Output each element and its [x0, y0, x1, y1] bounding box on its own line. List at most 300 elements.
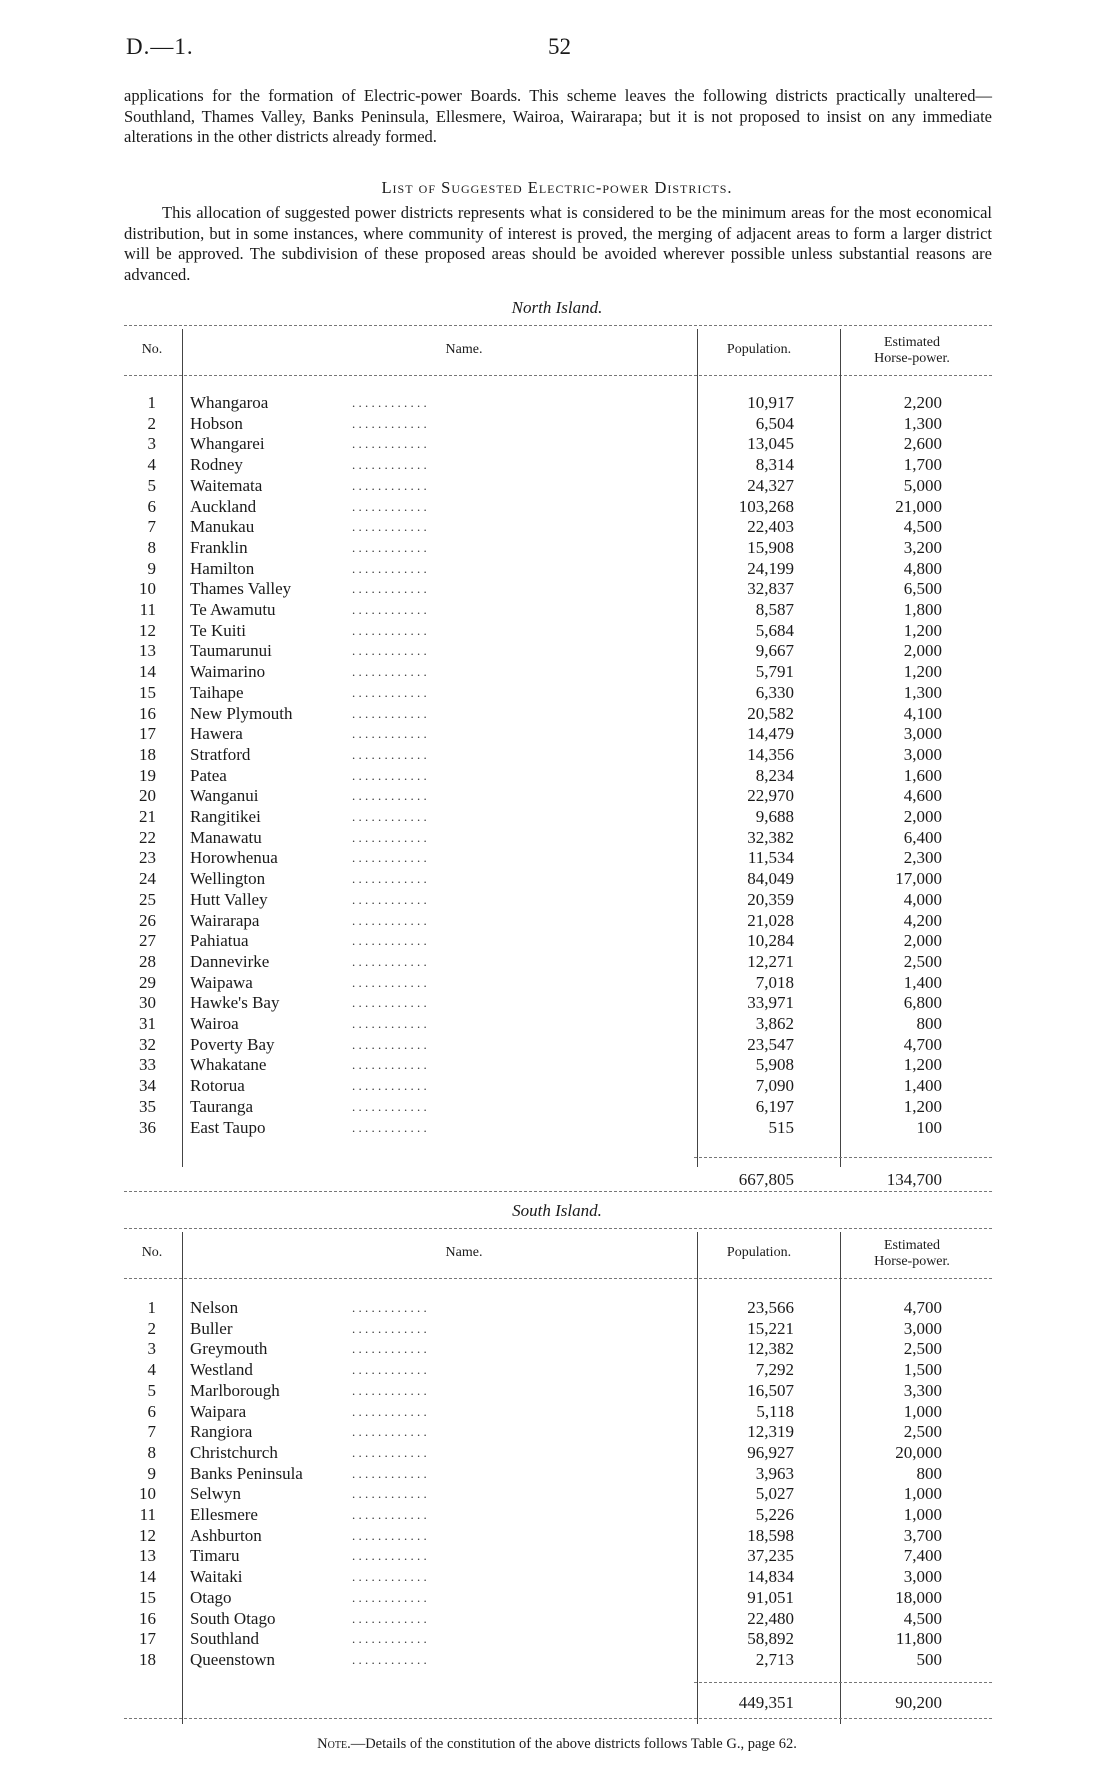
row-number: 4 — [147, 1360, 156, 1380]
district-name: Rotorua — [190, 1076, 245, 1096]
table-row — [124, 538, 992, 559]
horse-power-value: 1,200 — [903, 662, 942, 682]
district-name: Greymouth — [190, 1339, 268, 1359]
table-row — [124, 1055, 992, 1076]
south-island-table — [124, 1228, 992, 1728]
col-header-hp-line2: Horse-power. — [874, 1254, 950, 1269]
population-value: 18,598 — [747, 1525, 794, 1545]
district-name: Westland — [190, 1360, 253, 1380]
leader-dots: . . . . . . . . . . . . — [352, 436, 427, 452]
population-value: 515 — [768, 1117, 794, 1137]
population-value: 9,688 — [755, 807, 794, 826]
population-value: 5,118 — [756, 1401, 794, 1421]
population-value: 23,547 — [747, 1034, 794, 1054]
col-header-population: Population. — [726, 1245, 792, 1260]
row-number: 16 — [139, 1608, 156, 1628]
leader-dots: . . . . . . . . . . . . — [352, 1610, 427, 1626]
table-note — [0, 1736, 1114, 1753]
leader-dots: . . . . . . . . . . . . — [352, 1057, 427, 1073]
table-row — [124, 621, 992, 642]
col-header-name: Name. — [445, 1245, 483, 1260]
horse-power-value: 7,400 — [903, 1546, 942, 1566]
table-row — [124, 1443, 992, 1464]
district-name: Hawke's Bay — [190, 993, 280, 1013]
row-number: 7 — [147, 517, 156, 537]
horse-power-value: 21,000 — [895, 496, 942, 516]
table-row — [124, 1360, 992, 1381]
district-name: Timaru — [190, 1546, 240, 1566]
leader-dots: . . . . . . . . . . . . — [352, 746, 427, 762]
table-row — [124, 973, 992, 994]
district-name: Franklin — [190, 537, 248, 557]
horse-power-value: 6,400 — [903, 827, 942, 847]
table-row — [124, 1546, 992, 1567]
district-name: South Otago — [190, 1608, 276, 1628]
district-name: Marlborough — [190, 1380, 280, 1400]
row-number: 28 — [139, 951, 156, 971]
row-number: 7 — [147, 1422, 156, 1442]
leader-dots: . . . . . . . . . . . . — [352, 1465, 427, 1481]
row-number: 17 — [139, 1629, 156, 1649]
row-number: 10 — [139, 1484, 156, 1504]
district-name: Waitaki — [190, 1567, 243, 1587]
leader-dots: . . . . . . . . . . . . — [352, 788, 427, 804]
table-row — [124, 1484, 992, 1505]
population-value: 13,045 — [747, 434, 794, 454]
population-value: 7,018 — [755, 972, 794, 992]
horse-power-value: 2,000 — [903, 931, 942, 951]
leader-dots: . . . . . . . . . . . . — [352, 871, 427, 887]
row-number: 5 — [147, 1380, 156, 1400]
table-row — [124, 414, 992, 435]
table-row — [124, 952, 992, 973]
table-row — [124, 1381, 992, 1402]
note-text: —Details of the constitution of the above districts follows Table G., page 62. — [350, 1736, 797, 1752]
district-name: Otago — [190, 1587, 232, 1607]
row-number: 20 — [139, 786, 156, 806]
horse-power-value: 500 — [916, 1649, 942, 1669]
table-row — [124, 1505, 992, 1526]
population-value: 14,834 — [747, 1567, 794, 1587]
row-number: 31 — [139, 1014, 156, 1033]
leader-dots: . . . . . . . . . . . . — [352, 1651, 427, 1667]
horse-power-value: 1,700 — [903, 455, 942, 475]
horse-power-value: 800 — [916, 1014, 942, 1033]
table-row — [124, 662, 992, 683]
population-value: 20,582 — [747, 703, 794, 723]
leader-dots: . . . . . . . . . . . . — [352, 1444, 427, 1460]
leader-dots: . . . . . . . . . . . . — [352, 684, 427, 700]
leader-dots: . . . . . . . . . . . . — [352, 1631, 427, 1647]
table-row — [124, 1339, 992, 1360]
table-row — [124, 1319, 992, 1340]
district-name: Te Awamutu — [190, 600, 276, 619]
population-value: 5,791 — [755, 662, 794, 682]
horse-power-value: 1,000 — [903, 1401, 942, 1421]
section-heading: List of Suggested Electric-power Districts. — [381, 178, 733, 197]
row-number: 32 — [139, 1034, 156, 1054]
col-header-horse-power — [842, 335, 982, 367]
population-value: 8,234 — [755, 765, 794, 785]
table-row — [124, 724, 992, 745]
population-value: 3,862 — [755, 1014, 794, 1033]
table-row — [124, 931, 992, 952]
horse-power-value: 4,500 — [903, 517, 942, 537]
population-value: 91,051 — [747, 1587, 794, 1607]
table-row — [124, 807, 992, 828]
table-row — [124, 455, 992, 476]
table-row — [124, 1588, 992, 1609]
row-number: 24 — [139, 869, 156, 889]
population-value: 6,504 — [755, 413, 794, 433]
leader-dots: . . . . . . . . . . . . — [352, 1300, 427, 1315]
leader-dots: . . . . . . . . . . . . — [352, 829, 427, 845]
leader-dots: . . . . . . . . . . . . — [352, 622, 427, 638]
table-row — [124, 1609, 992, 1630]
leader-dots: . . . . . . . . . . . . — [352, 395, 427, 410]
population-value: 32,382 — [747, 827, 794, 847]
district-name: New Plymouth — [190, 703, 293, 723]
population-value: 12,382 — [747, 1339, 794, 1359]
district-name: Rodney — [190, 455, 243, 475]
row-number: 4 — [147, 455, 156, 475]
horse-power-value: 1,200 — [903, 1096, 942, 1116]
population-value: 5,027 — [755, 1484, 794, 1504]
col-header-horse-power — [842, 1238, 982, 1270]
horse-power-value: 18,000 — [895, 1587, 942, 1607]
horse-power-value: 17,000 — [895, 869, 942, 889]
leader-dots: . . . . . . . . . . . . — [352, 1548, 427, 1564]
leader-dots: . . . . . . . . . . . . — [352, 912, 427, 928]
leader-dots: . . . . . . . . . . . . — [352, 560, 427, 576]
row-number: 13 — [139, 1546, 156, 1566]
district-name: Thames Valley — [190, 579, 292, 599]
leader-dots: . . . . . . . . . . . . — [352, 1362, 427, 1378]
table-row — [124, 579, 992, 600]
table-row — [124, 766, 992, 787]
row-number: 15 — [139, 682, 156, 702]
population-value: 22,970 — [747, 786, 794, 806]
district-name: Horowhenua — [190, 848, 278, 868]
district-name: East Taupo — [190, 1117, 266, 1137]
district-name: Wellington — [190, 869, 266, 889]
table-row — [124, 704, 992, 725]
north-total-horse-power: 134,700 — [886, 1170, 942, 1189]
row-number: 2 — [147, 1318, 156, 1338]
population-value: 14,479 — [747, 724, 794, 744]
population-value: 22,480 — [747, 1608, 794, 1628]
district-name: Patea — [190, 765, 227, 785]
document-reference: D.—1. — [126, 34, 194, 59]
leader-dots: . . . . . . . . . . . . — [352, 850, 427, 866]
population-value: 6,197 — [755, 1096, 794, 1116]
row-number: 2 — [147, 413, 156, 433]
table-row — [124, 1526, 992, 1547]
row-number: 22 — [139, 827, 156, 847]
row-number: 18 — [139, 744, 156, 764]
row-number: 10 — [139, 579, 156, 599]
north-total-population: 667,805 — [738, 1170, 794, 1189]
north-island-table — [124, 325, 992, 1195]
population-value: 8,314 — [755, 455, 794, 475]
table-row — [124, 993, 992, 1014]
row-number: 21 — [139, 807, 156, 826]
population-value: 103,268 — [738, 496, 794, 516]
leader-dots: . . . . . . . . . . . . — [352, 415, 427, 431]
leader-dots: . . . . . . . . . . . . — [352, 1507, 427, 1522]
population-value: 12,271 — [747, 951, 794, 971]
horse-power-value: 3,000 — [903, 1567, 942, 1587]
district-name: Southland — [190, 1629, 259, 1649]
col-header-population: Population. — [726, 342, 792, 357]
leader-dots: . . . . . . . . . . . . — [352, 457, 427, 473]
horse-power-value: 11,800 — [895, 1629, 942, 1649]
district-name: Nelson — [190, 1298, 239, 1317]
horse-power-value: 4,000 — [903, 889, 942, 909]
table-row — [124, 1014, 992, 1035]
horse-power-value: 800 — [916, 1463, 942, 1483]
district-name: Stratford — [190, 744, 251, 764]
table-row — [124, 434, 992, 455]
row-number: 6 — [147, 1401, 156, 1421]
leader-dots: . . . . . . . . . . . . — [352, 809, 427, 824]
south-total-horse-power: 90,200 — [895, 1693, 942, 1712]
table-row — [124, 393, 992, 414]
population-value: 8,587 — [755, 600, 794, 619]
horse-power-value: 3,000 — [903, 724, 942, 744]
leader-dots: . . . . . . . . . . . . — [352, 953, 427, 969]
horse-power-value: 4,700 — [903, 1034, 942, 1054]
leader-dots: . . . . . . . . . . . . — [352, 519, 427, 535]
row-number: 14 — [139, 1567, 156, 1587]
horse-power-value: 6,800 — [903, 993, 942, 1013]
population-value: 33,971 — [747, 993, 794, 1013]
population-value: 9,667 — [755, 641, 794, 661]
district-name: Ashburton — [190, 1525, 262, 1545]
horse-power-value: 1,800 — [903, 600, 942, 619]
population-value: 15,908 — [747, 537, 794, 557]
district-name: Taihape — [190, 682, 244, 702]
col-header-hp-line2: Horse-power. — [874, 351, 950, 366]
district-name: Te Kuiti — [190, 620, 246, 640]
row-number: 9 — [147, 1463, 156, 1483]
horse-power-value: 1,500 — [903, 1360, 942, 1380]
district-name: Waimarino — [190, 662, 266, 682]
row-number: 12 — [139, 620, 156, 640]
population-value: 32,837 — [747, 579, 794, 599]
district-name: Poverty Bay — [190, 1034, 275, 1054]
leader-dots: . . . . . . . . . . . . — [352, 539, 427, 555]
col-header-no: No. — [141, 342, 163, 357]
table-row — [124, 497, 992, 518]
population-value: 23,566 — [747, 1298, 794, 1317]
leader-dots: . . . . . . . . . . . . — [352, 1098, 427, 1114]
leader-dots: . . . . . . . . . . . . — [352, 974, 427, 990]
leader-dots: . . . . . . . . . . . . — [352, 1036, 427, 1052]
horse-power-value: 1,400 — [903, 1076, 942, 1096]
leader-dots: . . . . . . . . . . . . — [352, 498, 427, 514]
table-row — [124, 683, 992, 704]
table-row — [124, 786, 992, 807]
table-row — [124, 1035, 992, 1056]
leader-dots: . . . . . . . . . . . . — [352, 1341, 427, 1357]
district-name: Whangarei — [190, 434, 265, 454]
row-number: 30 — [139, 993, 156, 1013]
district-name: Wairarapa — [190, 910, 260, 930]
table-row — [124, 559, 992, 580]
horse-power-value: 1,300 — [903, 413, 942, 433]
population-value: 5,908 — [755, 1055, 794, 1075]
row-number: 15 — [139, 1587, 156, 1607]
district-name: Waitemata — [190, 475, 263, 495]
population-value: 2,713 — [755, 1649, 794, 1669]
horse-power-value: 4,100 — [903, 703, 942, 723]
col-header-hp-line1: Estimated — [884, 1238, 940, 1253]
table-row — [124, 745, 992, 766]
district-name: Whakatane — [190, 1055, 267, 1075]
population-value: 15,221 — [747, 1318, 794, 1338]
horse-power-value: 3,700 — [903, 1525, 942, 1545]
row-number: 1 — [147, 393, 156, 412]
population-value: 7,292 — [755, 1360, 794, 1380]
district-name: Pahiatua — [190, 931, 249, 951]
row-number: 25 — [139, 889, 156, 909]
leader-dots: . . . . . . . . . . . . — [352, 1078, 427, 1094]
row-number: 34 — [139, 1076, 156, 1096]
population-value: 3,963 — [755, 1463, 794, 1483]
row-number: 14 — [139, 662, 156, 682]
district-name: Selwyn — [190, 1484, 241, 1504]
population-value: 22,403 — [747, 517, 794, 537]
leader-dots: . . . . . . . . . . . . — [352, 1016, 427, 1031]
district-name: Hobson — [190, 413, 243, 433]
leader-dots: . . . . . . . . . . . . — [352, 1527, 427, 1543]
population-value: 5,226 — [755, 1505, 794, 1524]
leader-dots: . . . . . . . . . . . . — [352, 1119, 427, 1135]
table-row — [124, 1650, 992, 1671]
table-row — [124, 1629, 992, 1650]
leader-dots: . . . . . . . . . . . . — [352, 1403, 427, 1419]
leader-dots: . . . . . . . . . . . . — [352, 995, 427, 1011]
leader-dots: . . . . . . . . . . . . — [352, 602, 427, 617]
population-value: 5,684 — [755, 620, 794, 640]
horse-power-value: 1,000 — [903, 1505, 942, 1524]
horse-power-value: 1,400 — [903, 972, 942, 992]
row-number: 11 — [139, 1505, 156, 1524]
leader-dots: . . . . . . . . . . . . — [352, 705, 427, 721]
horse-power-value: 4,700 — [903, 1298, 942, 1317]
row-number: 19 — [139, 765, 156, 785]
leader-dots: . . . . . . . . . . . . — [352, 891, 427, 907]
col-header-name: Name. — [445, 342, 483, 357]
note-label: Note. — [317, 1736, 351, 1752]
district-name: Tauranga — [190, 1096, 253, 1116]
table-row — [124, 517, 992, 538]
col-header-hp-line1: Estimated — [884, 335, 940, 350]
leader-dots: . . . . . . . . . . . . — [352, 477, 427, 493]
horse-power-value: 1,200 — [903, 1055, 942, 1075]
table-row — [124, 828, 992, 849]
horse-power-value: 4,600 — [903, 786, 942, 806]
table-row — [124, 848, 992, 869]
district-name: Hamilton — [190, 558, 255, 578]
row-number: 3 — [147, 434, 156, 454]
table-row — [124, 641, 992, 662]
district-name: Wanganui — [190, 786, 259, 806]
district-name: Rangitikei — [190, 807, 261, 826]
leader-dots: . . . . . . . . . . . . — [352, 1382, 427, 1398]
horse-power-value: 4,500 — [903, 1608, 942, 1628]
district-name: Auckland — [190, 496, 257, 516]
table-row — [124, 1567, 992, 1588]
row-number: 5 — [147, 475, 156, 495]
table-row — [124, 1402, 992, 1423]
district-name: Whangaroa — [190, 393, 269, 412]
intro-paragraph: applications for the formation of Electric-power Boards. This scheme leaves the following districts practically unaltered—Southland, Thames Valley, Banks Peninsula, Ellesmere, Wairoa, Wairarapa; but it is not proposed to insist on any immediate alterations in the other districts already formed. — [124, 86, 992, 147]
horse-power-value: 4,200 — [903, 910, 942, 930]
row-number: 8 — [147, 1442, 156, 1462]
horse-power-value: 2,600 — [903, 434, 942, 454]
leader-dots: . . . . . . . . . . . . — [352, 1486, 427, 1502]
horse-power-value: 5,000 — [903, 475, 942, 495]
population-value: 16,507 — [747, 1380, 794, 1400]
population-value: 24,199 — [747, 558, 794, 578]
south-island-title: South Island. — [512, 1201, 602, 1220]
district-name: Banks Peninsula — [190, 1463, 303, 1483]
row-number: 1 — [147, 1298, 156, 1317]
district-name: Rangiora — [190, 1422, 253, 1442]
district-name: Buller — [190, 1318, 233, 1338]
horse-power-value: 2,300 — [903, 848, 942, 868]
table-row — [124, 1298, 992, 1319]
population-value: 12,319 — [747, 1422, 794, 1442]
district-name: Manukau — [190, 517, 255, 537]
row-number: 16 — [139, 703, 156, 723]
row-number: 27 — [139, 931, 156, 951]
leader-dots: . . . . . . . . . . . . — [352, 1320, 427, 1336]
table-row — [124, 600, 992, 621]
page-number: 52 — [548, 34, 571, 59]
table-row — [124, 911, 992, 932]
table-row — [124, 869, 992, 890]
population-value: 84,049 — [747, 869, 794, 889]
table-row — [124, 1422, 992, 1443]
horse-power-value: 1,200 — [903, 620, 942, 640]
district-name: Wairoa — [190, 1014, 239, 1033]
population-value: 24,327 — [747, 475, 794, 495]
horse-power-value: 1,300 — [903, 682, 942, 702]
population-value: 96,927 — [747, 1442, 794, 1462]
north-island-title: North Island. — [511, 298, 603, 317]
horse-power-value: 3,200 — [903, 537, 942, 557]
row-number: 3 — [147, 1339, 156, 1359]
horse-power-value: 6,500 — [903, 579, 942, 599]
population-value: 6,330 — [755, 682, 794, 702]
row-number: 9 — [147, 558, 156, 578]
horse-power-value: 3,000 — [903, 744, 942, 764]
row-number: 36 — [139, 1117, 156, 1137]
horse-power-value: 2,500 — [903, 1422, 942, 1442]
district-name: Taumarunui — [190, 641, 272, 661]
table-row — [124, 1076, 992, 1097]
population-value: 21,028 — [747, 910, 794, 930]
table-row — [124, 1464, 992, 1485]
table-row — [124, 476, 992, 497]
population-value: 20,359 — [747, 889, 794, 909]
population-value: 11,534 — [747, 848, 794, 868]
leader-dots: . . . . . . . . . . . . — [352, 581, 427, 597]
district-name: Dannevirke — [190, 951, 270, 971]
